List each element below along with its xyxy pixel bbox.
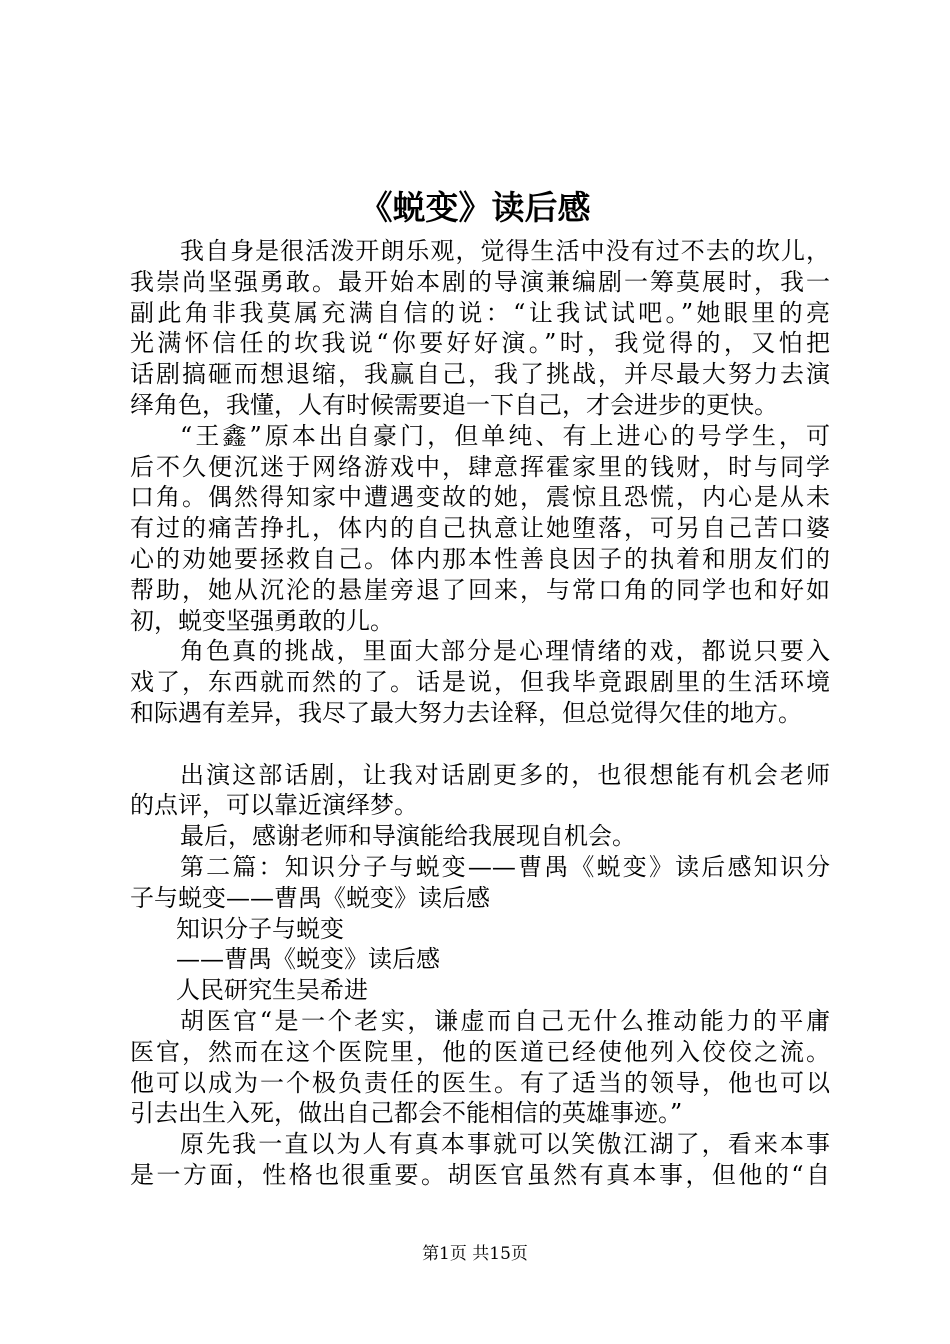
text-line: ——曹禺《蜕变》读后感 — [176, 945, 440, 974]
document-title: 《蜕变》读后感 — [359, 188, 591, 227]
text-line: 他可以成为一个极负责任的医生。有了适当的领导，他也可以 — [130, 1068, 830, 1097]
text-line: 帮助，她从沉沦的悬崖旁退了回来，与常口角的同学也和好如 — [130, 575, 830, 604]
text-line: 初，蜕变坚强勇敢的儿。 — [130, 606, 394, 635]
text-line: 子与蜕变——曹禺《蜕变》读后感 — [130, 883, 490, 912]
text-line: 口角。偶然得知家中遭遇变故的她，震惊且恐慌，内心是从未 — [130, 483, 830, 512]
text-line: 知识分子与蜕变 — [176, 914, 344, 943]
text-line: 心的劝她要拯救自己。体内那本性善良因子的执着和朋友们的 — [130, 544, 830, 573]
text-line: 绎角色，我懂，人有时候需要追一下自己，才会进步的更快。 — [130, 390, 778, 419]
blank-line — [130, 729, 830, 760]
text-line: 有过的痛苦挣扎，体内的自己执意让她堕落，可另自己苦口婆 — [130, 514, 830, 543]
text-line: 引去出生入死，做出自己都会不能相信的英雄事迹。” — [130, 1099, 683, 1128]
text-line: 我自身是很活泼开朗乐观，觉得生活中没有过不去的坎儿， — [180, 237, 830, 265]
text-line: 原先我一直以为人有真本事就可以笑傲江湖了，看来本事 — [180, 1130, 830, 1159]
text-line: 戏了，东西就而然的了。话是说，但我毕竟跟剧里的生活环境 — [130, 668, 830, 697]
page-footer: 第1页 共15页 — [422, 1244, 528, 1264]
text-line: 第二篇：知识分子与蜕变——曹禺《蜕变》读后感知识分 — [180, 852, 830, 881]
text-line: 和际遇有差异，我尽了最大努力去诠释，但总觉得欠佳的地方。 — [130, 698, 802, 727]
document-body — [130, 236, 830, 1191]
text-line: 胡医官“是一个老实，谦虚而自己无什么推动能力的平庸 — [180, 1006, 830, 1035]
text-line: 光满怀信任的坎我说“你要好好演。”时，我觉得的，又怕把 — [130, 329, 830, 358]
text-line: 角色真的挑战，里面大部分是心理情绪的戏，都说只要入 — [180, 637, 830, 666]
text-line: 话剧搞砸而想退缩，我赢自己，我了挑战，并尽最大努力去演 — [130, 360, 830, 389]
text-line: 最后，感谢老师和导演能给我展现自机会。 — [180, 822, 636, 851]
text-line: 人民研究生吴希进 — [176, 976, 368, 1005]
text-line: 的点评，可以靠近演绎梦。 — [130, 791, 418, 820]
text-line: 副此角非我莫属充满自信的说：“让我试试吧。”她眼里的亮 — [130, 298, 830, 327]
text-line: 后不久便沉迷于网络游戏中，肆意挥霍家里的钱财，时与同学 — [130, 452, 830, 481]
text-line: 医官，然而在这个医院里，他的医道已经使他列入佼佼之流。 — [130, 1037, 830, 1066]
text-line: 出演这部话剧，让我对话剧更多的，也很想能有机会老师 — [180, 760, 830, 789]
text-line: 是一方面，性格也很重要。胡医官虽然有真本事，但他的“自 — [130, 1160, 830, 1189]
text-line: “王鑫”原本出自豪门，但单纯、有上进心的号学生，可 — [180, 421, 830, 450]
text-line: 我崇尚坚强勇敢。最开始本剧的导演兼编剧一筹莫展时，我一 — [130, 267, 830, 296]
